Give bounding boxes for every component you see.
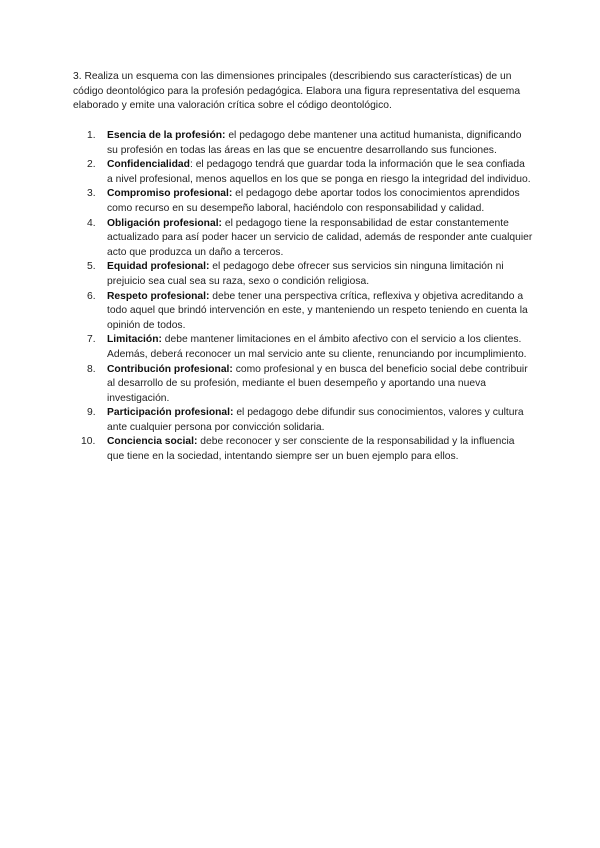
item-term: Confidencialidad [107, 159, 190, 171]
list-item [73, 260, 533, 289]
list-item [73, 406, 533, 435]
item-term: Equidad profesional: [107, 261, 210, 273]
item-term: Respeto profesional: [107, 290, 210, 302]
item-term: Contribución profesional: [107, 363, 233, 375]
item-term: Conciencia social: [107, 436, 198, 448]
intro-paragraph: 3. Realiza un esquema con las dimensiones principales (describiendo sus características) de un código deontológico para la profesión pedagógica. Elabora una figura representativa del esquema elaborado y emite una valoración crítica sobre el código deontológico. [73, 71, 521, 112]
item-term: Limitación: [107, 334, 162, 346]
item-text: debe mantener limitaciones en el ámbito afectivo con el servicio a los clientes. Además, deberá reconocer un mal servicio ante su cliente, renunciando por incumplimiento. [107, 334, 527, 360]
list-item [73, 435, 533, 464]
list-item [73, 217, 533, 261]
item-text: debe reconocer y ser consciente de la responsabilidad y la influencia que tiene en la sociedad, intentando siempre ser un buen ejemplo para ellos. [107, 436, 515, 463]
item-number: 5. [87, 261, 96, 273]
dimensions-list [73, 129, 533, 465]
item-term: Compromiso profesional: [107, 188, 233, 200]
item-number: 3. [87, 188, 96, 200]
list-item [73, 333, 533, 362]
item-number: 9. [87, 407, 96, 419]
item-term: Obligación profesional: [107, 217, 222, 229]
item-number: 6. [87, 290, 96, 302]
item-number: 1. [87, 130, 96, 141]
item-number: 4. [87, 217, 96, 229]
list-item [73, 363, 533, 407]
item-number: 8. [87, 363, 96, 375]
list-item [73, 290, 533, 334]
item-text: : el pedagogo tendrá que guardar toda la información que le sea confiada a nivel profesional, menos aquellos en los que se ponga en riesgo la integridad del individuo. [107, 159, 531, 185]
item-term: Participación profesional: [107, 407, 234, 419]
item-text: debe tener una perspectiva crítica, reflexiva y objetiva acreditando a todo aquel que brindó intervención en este, y manteniendo un respeto teniendo en cuenta la opinión de todos. [107, 290, 528, 331]
item-text: el pedagogo debe ofrecer sus servicios sin ninguna limitación ni prejuicio sea cual sea su raza, sexo o condición religiosa. [107, 261, 504, 287]
list-item [73, 187, 533, 216]
list-item [73, 158, 533, 187]
item-text: el pedagogo debe aportar todos los conocimientos aprendidos como recurso en su desempeño laboral, haciéndolo con responsabilidad y calidad. [107, 188, 520, 214]
item-text: como profesional y en busca del beneficio social debe contribuir al desarrollo de su profesión, mediante el buen desempeño y aportando una nueva investigación. [107, 363, 528, 404]
item-text: el pedagogo tiene la responsabilidad de estar constantemente actualizado para así poder hacer un servicio de calidad, además de responder ante cualquier acto que produzca un daño a terceros. [107, 217, 533, 258]
item-number: 2. [87, 159, 96, 171]
item-number: 10. [81, 436, 96, 448]
list-item [73, 129, 533, 158]
item-number: 7. [87, 334, 96, 346]
item-text: el pedagogo debe mantener una actitud humanista, dignificando su profesión en todas las áreas en las que se encuentre desarrollando sus funciones. [107, 130, 522, 156]
item-term: Esencia de la profesión: [107, 130, 226, 141]
item-text: el pedagogo debe difundir sus conocimientos, valores y cultura ante cualquier persona por convicción solidaria. [107, 407, 524, 433]
